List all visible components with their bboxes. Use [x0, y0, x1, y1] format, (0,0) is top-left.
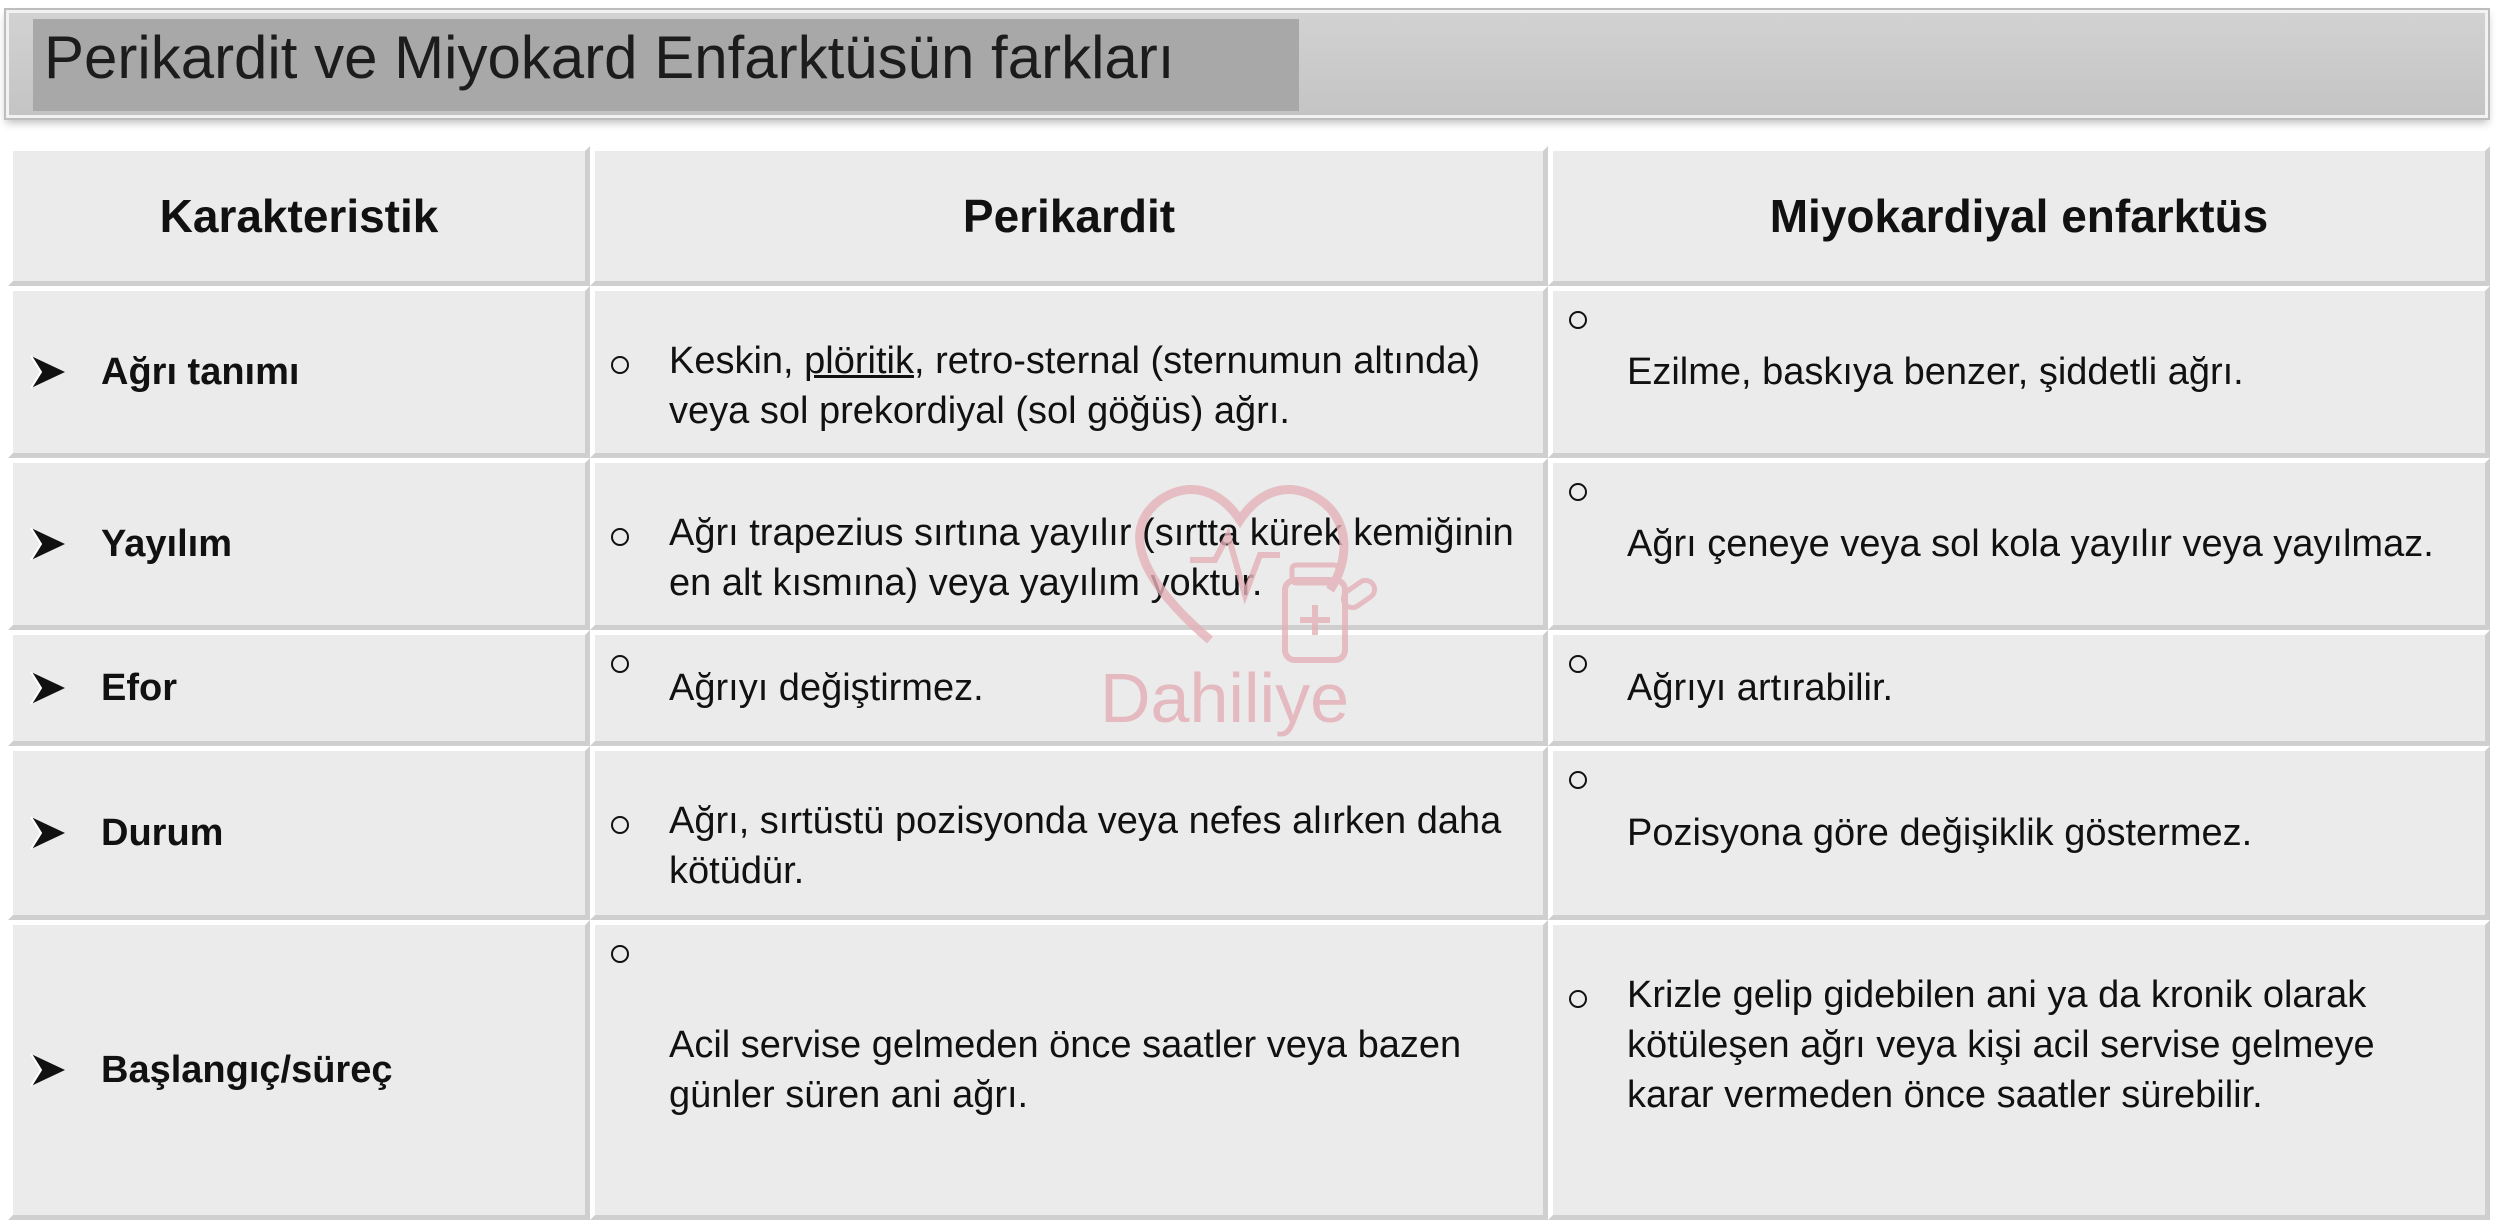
circle-bullet-icon: [1569, 771, 1587, 789]
circle-bullet-icon: [1569, 990, 1587, 1008]
comparison-table: [8, 146, 2490, 1220]
circle-bullet-icon: [611, 945, 629, 963]
row-label-pain-description: [8, 286, 590, 458]
row-label-onset-course: [8, 920, 590, 1220]
pericarditis-position: [590, 746, 1548, 920]
pericarditis-pain-description: [590, 286, 1548, 458]
pericarditis-onset-course: [590, 920, 1548, 1220]
arrow-bullet-icon: [29, 525, 67, 563]
row-label-text: Ağrı tanımı: [101, 350, 300, 393]
cell-text: Acil servise gelmeden önce saatler veya bazen günler süren ani ağrı.: [669, 1024, 1462, 1116]
watermark-text: Dahiliye: [1100, 659, 1349, 737]
arrow-bullet-icon: [29, 814, 67, 852]
row-label-position: [8, 746, 590, 920]
circle-bullet-icon: [611, 356, 629, 374]
row-label-text: Yayılım: [101, 522, 232, 565]
cell-text: Ağrıyı artırabilir.: [1627, 667, 1894, 709]
mi-radiation: [1548, 458, 2490, 630]
circle-bullet-icon: [611, 528, 629, 546]
cell-text: Ağrıyı değiştirmez.: [669, 667, 984, 709]
mi-exertion: [1548, 630, 2490, 746]
underlined-term: plöritik: [804, 340, 914, 382]
cell-text: Ağrı trapezius sırtına yayılır (sırtta kürek kemiğinin en alt kısmına) veya yayılım yoktur.: [669, 512, 1514, 604]
cell-text: Pozisyona göre değişiklik göstermez.: [1627, 812, 2253, 854]
cell-text: Ağrı çeneye veya sol kola yayılır veya yayılmaz.: [1627, 523, 2434, 565]
pericarditis-radiation: [590, 458, 1548, 630]
arrow-bullet-icon: [29, 1051, 67, 1089]
header-characteristic: Karakteristik: [8, 146, 590, 286]
circle-bullet-icon: [611, 816, 629, 834]
circle-bullet-icon: [1569, 483, 1587, 501]
mi-position: [1548, 746, 2490, 920]
row-label-exertion: [8, 630, 590, 746]
mi-pain-description: [1548, 286, 2490, 458]
cell-text: Ezilme, baskıya benzer, şiddetli ağrı.: [1627, 351, 2244, 393]
cell-text: Ağrı, sırtüstü pozisyonda veya nefes alırken daha kötüdür.: [669, 800, 1502, 892]
row-label-radiation: [8, 458, 590, 630]
circle-bullet-icon: [611, 655, 629, 673]
cell-text: [669, 336, 1523, 436]
row-label-text: Durum: [101, 811, 224, 854]
circle-bullet-icon: [1569, 311, 1587, 329]
arrow-bullet-icon: [29, 353, 67, 391]
header-myocardial-infarction: Miyokardiyal enfarktüs: [1548, 146, 2490, 286]
header-pericarditis: Perikardit: [590, 146, 1548, 286]
pericarditis-exertion: [590, 630, 1548, 746]
cell-text: Krizle gelip gidebilen ani ya da kronik olarak kötüleşen ağrı veya kişi acil servise gelmeye karar vermeden önce saatler sürebilir.: [1627, 974, 2375, 1116]
text-part: , retro-sternal (sternumun altında) veya sol prekordiyal (sol göğüs) ağrı.: [669, 340, 1480, 432]
page-title: Perikardit ve Miyokard Enfarktüsün farkları: [44, 24, 1175, 91]
row-label-text: Başlangıç/süreç: [101, 1048, 393, 1091]
row-label-text: Efor: [101, 666, 177, 709]
circle-bullet-icon: [1569, 655, 1587, 673]
mi-onset-course: [1548, 920, 2490, 1220]
arrow-bullet-icon: [29, 669, 67, 707]
text-part: Keskin,: [669, 340, 805, 382]
